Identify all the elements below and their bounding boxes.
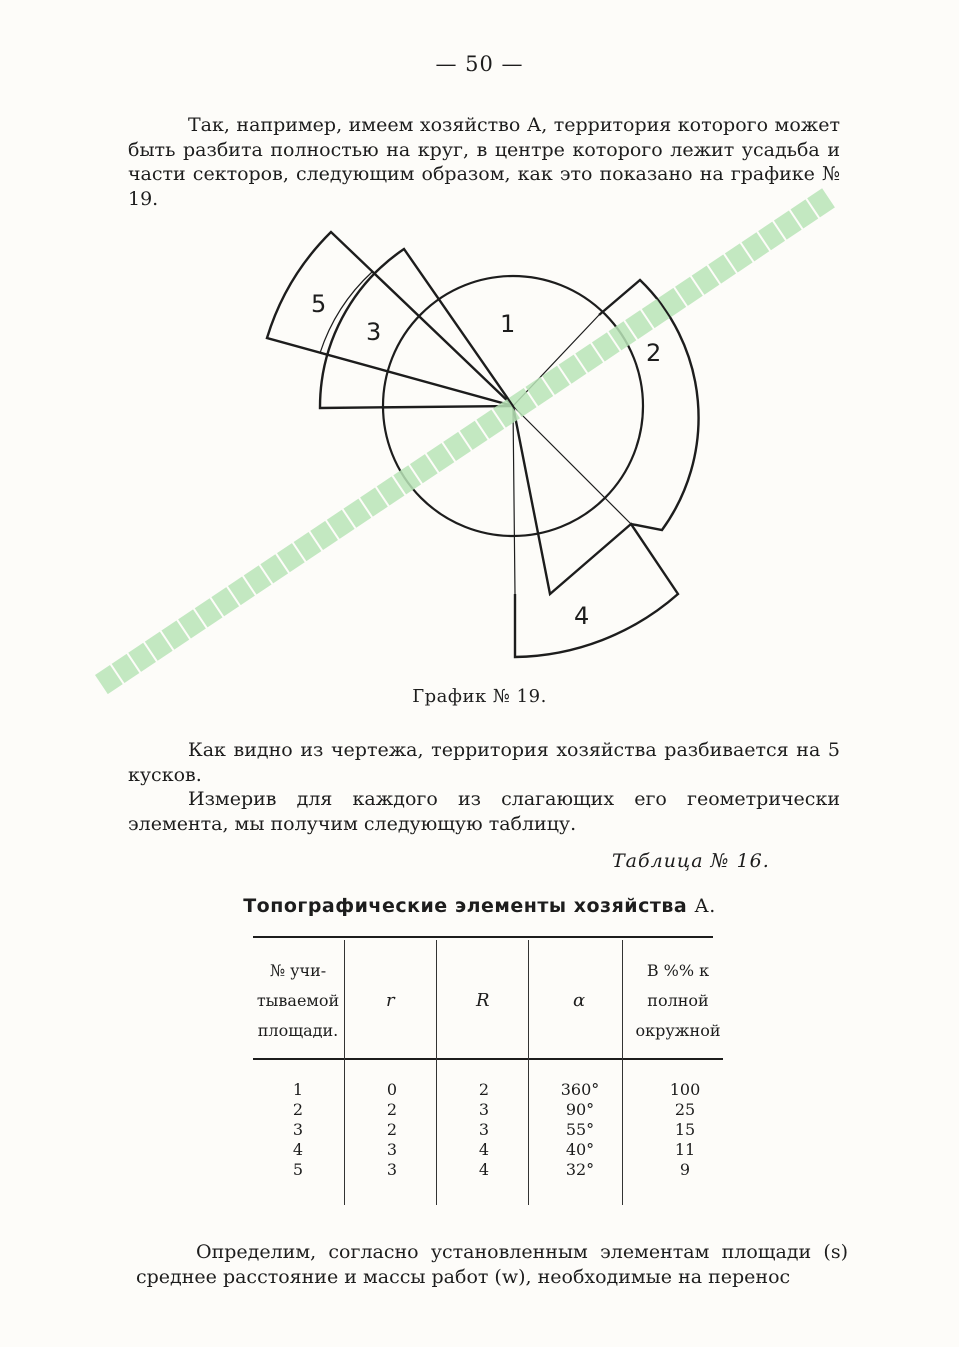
table-cell: 3 [292, 1120, 304, 1139]
header-alpha: α [573, 990, 586, 1011]
table-cell: 2 [386, 1100, 398, 1119]
table-cell: 2 [478, 1080, 490, 1099]
table-divider-3 [528, 940, 529, 1205]
table-cell: 90° [565, 1100, 595, 1119]
col-r [372, 1080, 412, 1180]
header-number-line-1: № учи- [269, 961, 327, 980]
table-cell: 4 [478, 1140, 490, 1159]
header-number [252, 956, 344, 1046]
table-cell: 15 [674, 1120, 696, 1139]
col-alpha [552, 1080, 608, 1180]
sector-label-4: 4 [574, 602, 590, 630]
table-title-letter: А. [694, 895, 716, 917]
table-cell: 2 [386, 1120, 398, 1139]
table-title-text: Топографические элементы хозяйства [243, 895, 688, 917]
sector-3-outline [320, 249, 516, 408]
header-percent-line-2: полной [647, 991, 709, 1010]
header-percent-line-1: В %% к [646, 961, 710, 980]
table-cell: 32° [565, 1160, 595, 1179]
table-cell: 3 [386, 1160, 398, 1179]
sector-label-3: 3 [366, 318, 382, 346]
table-cell: 4 [292, 1140, 304, 1159]
sector-label-5: 5 [311, 290, 327, 318]
table-cell: 1 [292, 1080, 304, 1099]
header-percent-line-3: окружной [635, 1021, 721, 1040]
col-number [278, 1080, 318, 1180]
table-divider-2 [436, 940, 437, 1205]
header-percent [626, 956, 730, 1046]
header-number-line-2: тываемой [256, 991, 340, 1010]
table-cell: 9 [679, 1160, 691, 1179]
table-divider-1 [344, 940, 345, 1205]
table-cell: 11 [674, 1140, 696, 1159]
table-cell: 100 [669, 1080, 701, 1099]
table-cell: 3 [478, 1100, 490, 1119]
page-number: — 50 — [435, 52, 524, 76]
after-figure-line-2: Измерив для каждого из слагающих его геометрически элемента, мы получим следующую таблицу. [128, 788, 840, 835]
header-R: R [476, 990, 490, 1011]
after-figure-line-1: Как видно из чертежа, территория хозяйства разбивается на 5 кусков. [128, 739, 840, 786]
table-cell: 360° [560, 1080, 600, 1099]
table-cell: 25 [674, 1100, 696, 1119]
figure-caption: График № 19. [412, 686, 547, 707]
sector-label-2: 2 [646, 339, 662, 367]
table-cell: 55° [565, 1120, 595, 1139]
table-cell: 3 [478, 1120, 490, 1139]
header-r: r [386, 990, 395, 1011]
table-cell: 3 [386, 1140, 398, 1159]
table-title [0, 895, 959, 917]
sector-label-1: 1 [500, 310, 516, 338]
col-percent [660, 1080, 710, 1180]
bottom-paragraph: Определим, согласно установленным элементам площади (s) среднее расстояние и массы работ (w), необходимые на перенос [136, 1241, 848, 1288]
after-figure-text [128, 738, 840, 836]
table-top-rule [253, 936, 713, 938]
col-R [464, 1080, 504, 1180]
table-label: Таблица № 16. [612, 850, 770, 872]
table-cell: 0 [386, 1080, 398, 1099]
table-header-rule [253, 1058, 723, 1060]
table-cell: 5 [292, 1160, 304, 1179]
table-cell: 4 [478, 1160, 490, 1179]
table-cell: 40° [565, 1140, 595, 1159]
table-cell: 2 [292, 1100, 304, 1119]
table-divider-4 [622, 940, 623, 1205]
header-number-line-3: площади. [257, 1021, 339, 1040]
intro-paragraph: Так, например, имеем хозяйство А, территория которого может быть разбита полностью на круг, в центре которого лежит усадьба и части секторов, следующим образом, как это показано на графике № 19. [128, 114, 840, 210]
